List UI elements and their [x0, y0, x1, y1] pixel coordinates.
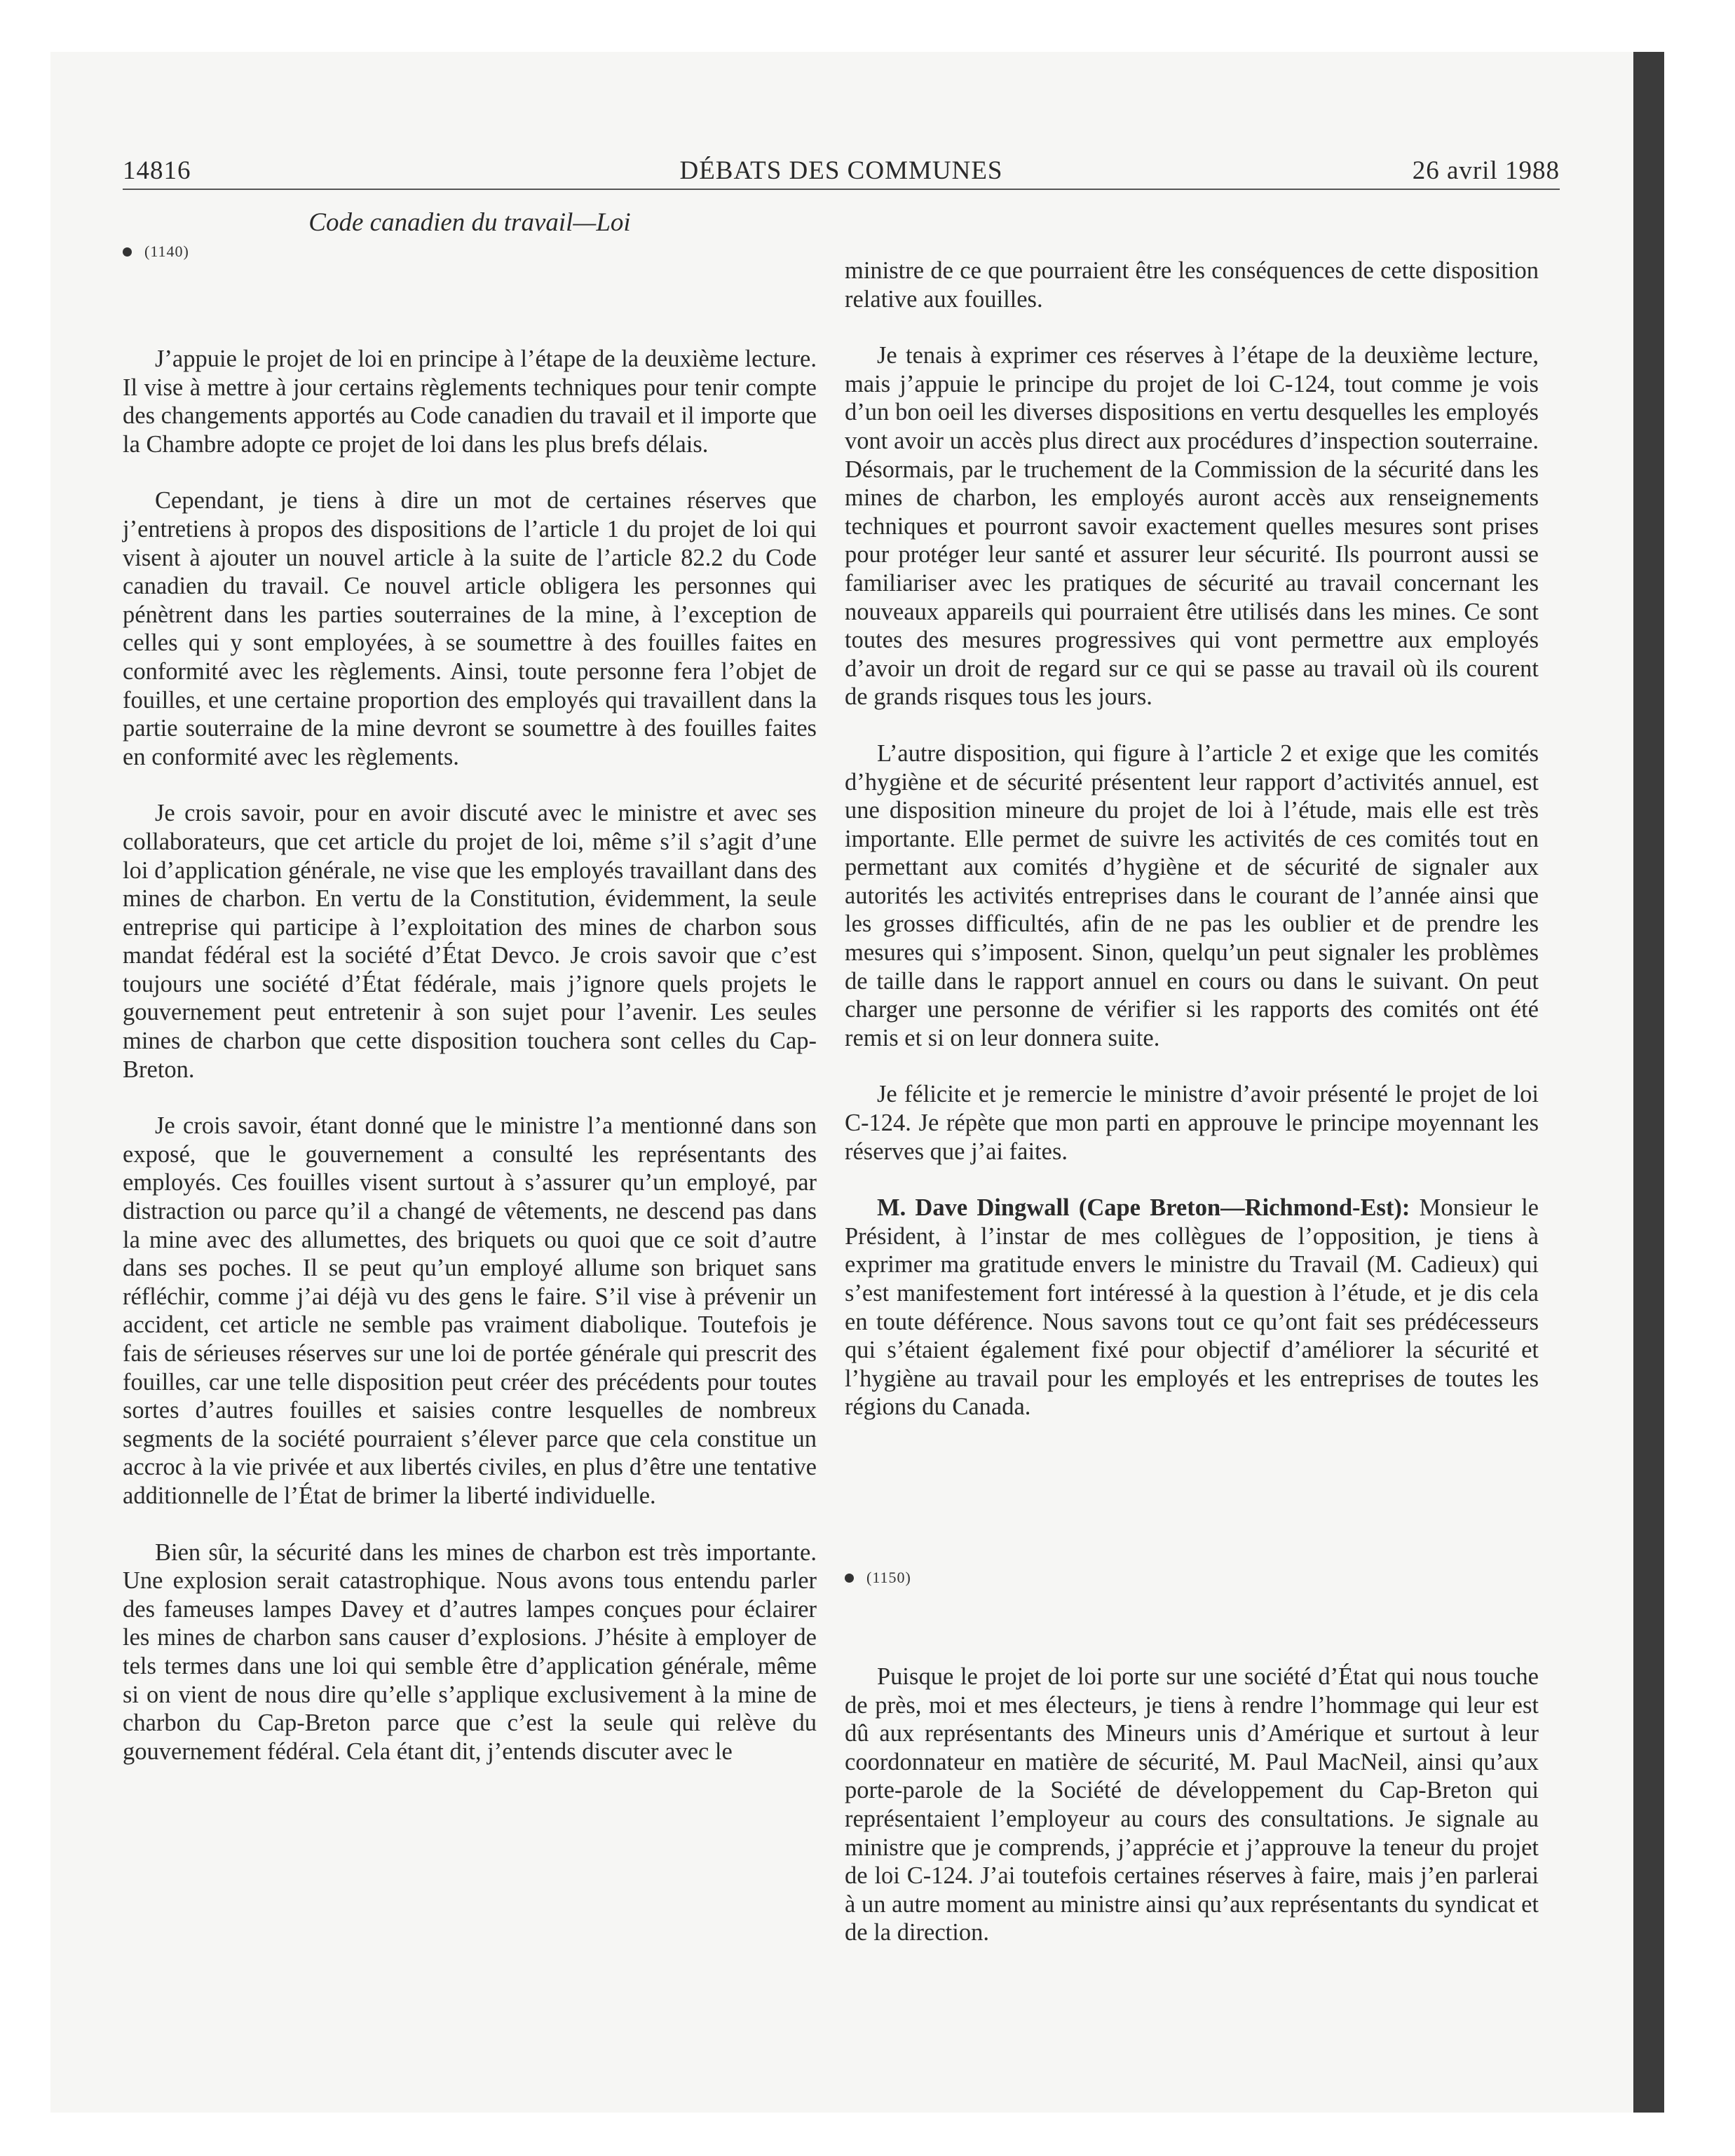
- page-header: [123, 156, 1560, 192]
- paragraph: Je tenais à exprimer ces réserves à l’étape de la deuxième lecture, mais j’appuie le principe du projet de loi C-124, tout comme je vois d’un bon oeil les diverses dispositions en vertu desquelles les employés vont avoir un accès plus direct aux procédures d’inspection souterraine. Désormais, par le truchement de la Commission de la sécurité dans les mines de charbon, les employés auront accès aux renseignements techniques et pourront savoir exactement quelles mesures sont prises pour protéger leur santé et assurer leur sécurité. Ils pourront aussi se familiariser avec les pratiques de sécurité au travail concernant les nouveaux appareils qui pourraient être utilisés dans les mines. Ce sont toutes des mesures progressives qui vont permettre aux employés d’avoir un droit de regard sur ce qui se passe au travail où ils courent de grands risques tous les jours.: [845, 342, 1539, 711]
- paragraph: L’autre disposition, qui figure à l’article 2 et exige que les comités d’hygiène et de sécurité présentent leur rapport d’activités annuel, est une disposition mineure du projet de loi à l’étude, mais elle est très importante. Elle permet de suivre les activités de ces comités tout en permettant aux comités d’hygiène et de sécurité de signaler aux autorités les activités entreprises dans le courant de l’année ainsi que les grosses difficultés, afin de ne pas les oublier et de prendre les mesures qui s’imposent. Sinon, quelqu’un peut signaler les problèmes de taille dans le rapport annuel en cours ou dans le suivant. On peut charger une personne de vérifier si les rapports des comités ont été remis et si on leur donnera suite.: [845, 739, 1539, 1051]
- time-marker: [845, 1569, 911, 1587]
- paragraph: J’appuie le projet de loi en principe à l’étape de la deuxième lecture. Il vise à mettre à jour certains règlements techniques pour tenir compte des changements apportés au Code canadien du travail et il importe que la Chambre adopte ce projet de loi dans les plus brefs délais.: [123, 346, 817, 458]
- paragraph: Bien sûr, la sécurité dans les mines de charbon est très importante. Une explosion serait catastrophique. Nous avons tous entendu parler des fameuses lampes Davey et d’autres lampes conçues pour éclairer les mines de charbon sans causer d’explosions. J’hésite à employer de tels termes dans une loi qui semble être d’application générale, même si on vient de nous dire qu’elle s’applique exclusivement à la mine de charbon du Cap-Breton parce que c’est la seule qui relève du gouvernement fédéral. Cela étant dit, j’entends discuter avec le: [123, 1538, 817, 1765]
- bullet-icon: [123, 247, 132, 257]
- paragraph: ministre de ce que pourraient être les conséquences de cette disposition relative aux fouilles.: [845, 257, 1539, 313]
- speaker-paragraph: [845, 1194, 1539, 1421]
- paragraph: Je crois savoir, étant donné que le ministre l’a mentionné dans son exposé, que le gouvernement a consulté les représentants des employés. Ces fouilles visent surtout à s’assurer qu’un employé, par distraction ou parce qu’il a changé de vêtements, ne descend pas dans la mine avec des allumettes, des briquets ou quoi que ce soit d’autre dans ses poches. Il se peut qu’un employé allume son briquet sans réfléchir, comme j’ai déjà vu des gens le faire. S’il vise à prévenir un accident, cet article ne semble pas vraiment diabolique. Toutefois je fais de sérieuses réserves sur une loi de portée générale qui prescrit des fouilles, car une telle disposition peut créer des précédents pour toutes sortes d’autres fouilles et saisies contre lesquelles de nombreux segments de la société pourraient s’élever parce que cela constitue un accroc à la vie privée et aux libertés civiles, en plus d’être une tentative additionnelle de l’État de brimer la liberté individuelle.: [123, 1112, 817, 1509]
- paragraph: Je crois savoir, pour en avoir discuté avec le ministre et avec ses collaborateurs, que cet article du projet de loi, même s’il s’agit d’une loi d’application générale, ne vise que les employés travaillant dans des mines de charbon. En vertu de la Constitution, évidemment, la seule entreprise qui participe à l’exploitation des mines de charbon sous mandat fédéral est la société d’État Devco. Je crois savoir que c’est toujours une société d’État fédérale, mais j’ignore quels projets le gouvernement peut entretenir à son sujet pour l’avenir. Les seules mines de charbon que cette disposition touchera sont celles du Cap-Breton.: [123, 800, 817, 1083]
- left-column: [123, 345, 817, 1794]
- right-column: [845, 257, 1539, 1449]
- publication-title: DÉBATS DES COMMUNES: [679, 156, 1003, 185]
- page-number: 14816: [123, 156, 191, 185]
- speaker-name: M. Dave Dingwall (Cape Breton—Richmond-Est):: [877, 1194, 1410, 1222]
- time-marker-label: (1150): [866, 1569, 911, 1586]
- paragraph: Puisque le projet de loi porte sur une société d’État qui nous touche de près, moi et mes électeurs, je tiens à rendre l’hommage qui leur est dû aux représentants des Mineurs unis d’Amérique et surtout à leur coordonnateur en matière de sécurité, M. Paul MacNeil, ainsi qu’aux porte-parole de la Société de développement du Cap-Breton qui représentaient l’employeur au cours des consultations. Je signale au ministre que je comprends, j’apprécie et j’approuve la teneur du projet de loi C-124. J’ai toutefois certaines réserves à faire, mais j’en parlerai à un autre moment au ministre ainsi qu’aux représentants du syndicat et de la direction.: [845, 1663, 1539, 1946]
- time-marker: [123, 243, 189, 261]
- issue-date: 26 avril 1988: [1412, 156, 1560, 185]
- paragraph: Cependant, je tiens à dire un mot de certaines réserves que j’entretiens à propos des dispositions de l’article 1 du projet de loi qui visent à ajouter un nouvel article à la suite de l’article 82.2 du Code canadien du travail. Ce nouvel article obligera les personnes qui pénètrent dans les parties souterraines de la mine, à l’exception de celles qui y sont employées, à se soumettre à des fouilles faites en conformité avec les règlements. Ainsi, toute personne fera l’objet de fouilles, et une certaine proportion des employés qui travaillent dans la partie souterraine de la mine devront se soumettre à des fouilles faites en conformité avec les règlements.: [123, 487, 817, 770]
- header-rule: [123, 189, 1560, 190]
- running-subhead: Code canadien du travail—Loi: [308, 208, 631, 237]
- bullet-icon: [845, 1574, 854, 1583]
- time-marker-label: (1140): [144, 243, 189, 260]
- right-column-continued: [845, 1663, 1539, 1975]
- scan-edge-shadow: [1633, 52, 1664, 2113]
- paragraph: Je félicite et je remercie le ministre d’avoir présenté le projet de loi C-124. Je répète que mon parti en approuve le principe moyennant les réserves que j’ai faites.: [845, 1081, 1539, 1165]
- speaker-text: Monsieur le Président, à l’instar de mes collègues de l’opposition, je tiens à exprimer ma gratitude envers le ministre du Travail (M. Cadieux) qui s’est manifestement fort intéressé à la question à l’étude, et je dis cela en toute déférence. Nous savons tout ce qu’ont fait ses prédécesseurs qui s’étaient également fixé pour objectif d’améliorer la sécurité et l’hygiène au travail pour les employés et les entreprises de toutes les régions du Canada.: [845, 1194, 1539, 1421]
